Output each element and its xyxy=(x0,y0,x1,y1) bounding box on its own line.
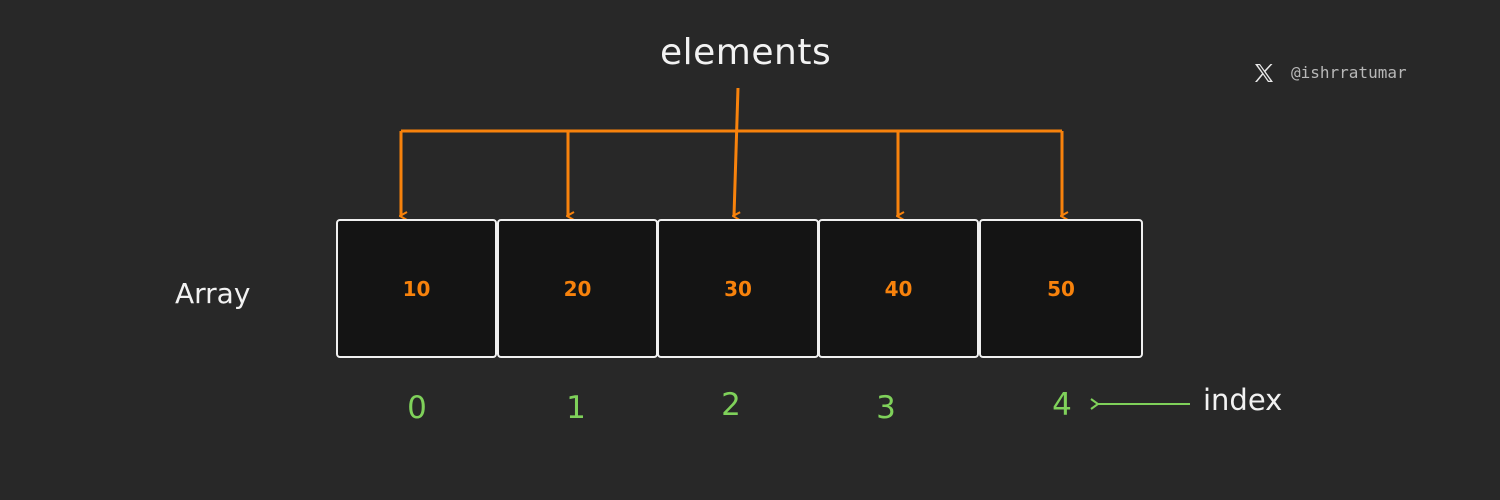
index-label: index xyxy=(1203,383,1283,417)
index-value: 1 xyxy=(566,390,586,426)
index-value: 3 xyxy=(876,390,896,426)
elements-stem xyxy=(734,88,738,216)
elements-label: elements xyxy=(660,32,832,73)
array-label: Array xyxy=(175,277,251,310)
index-value: 2 xyxy=(721,387,741,423)
index-value: 0 xyxy=(407,390,427,426)
cell-value: 50 xyxy=(1047,276,1075,301)
index-value: 4 xyxy=(1052,387,1072,423)
x-logo-icon xyxy=(1252,61,1276,85)
array-cell xyxy=(657,219,819,358)
array-cell xyxy=(497,219,658,358)
array-cell xyxy=(818,219,979,358)
author-handle: @ishrratumar xyxy=(1291,63,1407,82)
cell-value: 10 xyxy=(402,276,431,301)
cell-value: 20 xyxy=(563,276,592,301)
array-cell xyxy=(979,219,1143,358)
cell-value: 40 xyxy=(884,276,913,301)
cell-value: 30 xyxy=(724,276,752,301)
array-cell xyxy=(336,219,497,358)
